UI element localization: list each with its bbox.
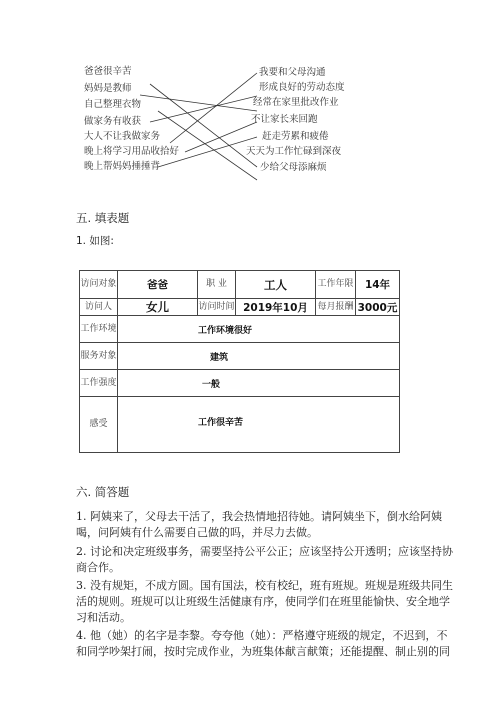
answer-line: 活的规则。班规可以让班级生活健康有序，使同学们在班里能愉快、安全地学: [76, 595, 450, 608]
left-item: 晚上帮妈妈捶捶背: [84, 161, 161, 172]
environment-label: 工作环境: [80, 316, 118, 343]
visit-form-table: [79, 270, 400, 453]
service-label: 服务对象: [80, 343, 118, 370]
answer-line: 习和活动。: [76, 611, 131, 624]
answer-line: 1. 阿姨来了，父母去干活了，我会热情地招待她。请阿姨坐下，倒水给阿姨: [76, 510, 442, 523]
left-item: 自己整理衣物: [84, 99, 142, 110]
answer-line: 和同学吵架打闹，按时完成作业，为班集体献言献策；还能提醒、制止别的同: [76, 645, 450, 658]
feeling-value: 工作很辛苦: [118, 397, 400, 453]
section-6-heading: 六. 简答题: [76, 485, 130, 499]
visitor-value: 女儿: [118, 299, 198, 316]
right-item: 不让家长来回跑: [251, 114, 318, 125]
intensity-label: 工作强度: [80, 370, 118, 397]
section-5-heading: 五. 填表题: [76, 211, 130, 225]
environment-value: 工作环境很好: [118, 316, 400, 343]
feeling-label: 感受: [80, 397, 118, 453]
right-item: 我要和父母沟通: [259, 67, 326, 78]
intensity-value: 一般: [118, 370, 400, 397]
left-item: 大人不让我做家务: [84, 131, 161, 142]
answer-line: 3. 没有规矩，不成方圆。国有国法，校有校纪，班有班规。班规是班级共同生: [76, 579, 453, 592]
answer-line: 4. 他（她）的名字是李黎。夸夸他（她）：严格遵守班级的规定，不迟到，不: [76, 629, 448, 642]
left-item: 爸爸很辛苦: [84, 66, 132, 77]
service-value: 建筑: [118, 343, 400, 370]
visit-target-value: 爸爸: [118, 271, 198, 299]
left-item: 妈妈是教师: [84, 83, 132, 94]
monthly-pay-label: 每月报酬: [316, 299, 356, 316]
work-years-value: 14年: [356, 271, 400, 299]
right-item: 经常在家里批改作业: [253, 97, 339, 108]
left-item: 晚上将学习用品收拾好: [84, 146, 180, 157]
right-item: 少给父母添麻烦: [260, 162, 327, 173]
section-5-question: 1. 如图:: [76, 235, 114, 247]
answer-line: 喝，问阿姨有什么需要自己做的吗，并尽力去做。: [76, 526, 318, 539]
right-item: 天天为工作忙碌到深夜: [246, 146, 342, 157]
monthly-pay-value: 3000元: [356, 299, 400, 316]
right-item: 赶走劳累和疲倦: [262, 131, 329, 142]
occupation-value: 工人: [236, 271, 316, 299]
work-years-label: 工作年限: [316, 271, 356, 299]
visit-time-value: 2019年10月: [236, 299, 316, 316]
matching-lines: [0, 0, 500, 200]
occupation-label: 职 业: [198, 271, 236, 299]
match-line: [140, 95, 257, 111]
visit-time-label: 访问时间: [198, 299, 236, 316]
right-item: 形成良好的劳动态度: [259, 82, 345, 93]
match-line: [170, 73, 257, 143]
visitor-label: 访问人: [80, 299, 118, 316]
answer-line: 2. 讨论和决定班级事务，需要坚持公平公正；应该坚持公开透明；应该坚持协: [76, 545, 453, 558]
answer-line: 商合作。: [76, 561, 120, 574]
left-item: 做家务有收获: [84, 116, 142, 127]
visit-target-label: 访问对象: [80, 271, 118, 299]
